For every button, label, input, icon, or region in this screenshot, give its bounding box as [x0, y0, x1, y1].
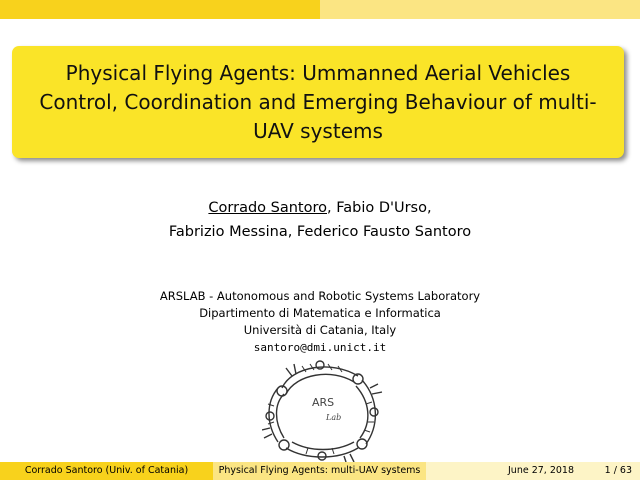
header-strip-right — [320, 0, 640, 19]
department-name: Dipartimento di Matematica e Informatica — [199, 306, 441, 320]
contact-email: santoro@dmi.unict.it — [253, 341, 387, 354]
footer-author: Corrado Santoro (Univ. of Catania) — [0, 462, 213, 480]
co-authors-line-1: , Fabio D'Urso, — [327, 200, 432, 216]
presenter-name: Corrado Santoro — [208, 200, 327, 216]
arslab-logo — [262, 358, 386, 462]
lab-name: ARSLAB - Autonomous and Robotic Systems Laboratory — [159, 289, 481, 303]
university-name: Università di Catania, Italy — [243, 323, 397, 337]
co-authors-line-2: Fabrizio Messina, Federico Fausto Santoro — [168, 224, 472, 240]
header-strip-left — [0, 0, 320, 19]
logo-text: ARS — [312, 396, 335, 409]
author-list — [0, 196, 640, 244]
presentation-title: Physical Flying Agents: Ummanned Aerial Vehicles Control, Coordination and Emerging Behaviour of multi-UAV systems — [39, 60, 597, 143]
title-block — [12, 46, 624, 158]
footer-date: June 27, 2018 — [508, 465, 575, 476]
footer-short-title: Physical Flying Agents: multi-UAV systems — [213, 462, 426, 480]
header-strip — [0, 0, 640, 19]
footer-page-number: 1 / 63 — [604, 465, 632, 476]
author-line-1 — [0, 196, 640, 220]
footer-bar — [0, 462, 640, 480]
affiliation-block — [0, 288, 640, 356]
logo-subtext: Lab — [326, 413, 342, 422]
footer-meta — [426, 462, 640, 480]
